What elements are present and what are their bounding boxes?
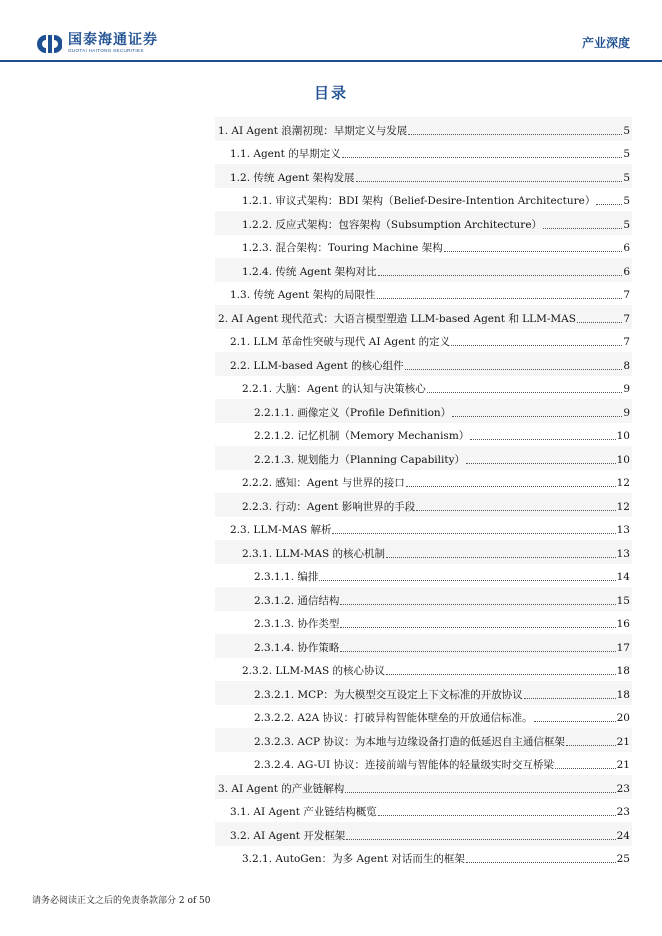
toc-entry-title: 2.3.1.2. 通信结构 [254, 594, 340, 607]
header-divider [0, 60, 662, 62]
toc-entry[interactable] [215, 470, 632, 494]
page-header [0, 0, 662, 64]
toc-entry[interactable] [215, 658, 632, 682]
toc-page-number: 13 [616, 547, 630, 560]
toc-leader-dots [555, 768, 616, 769]
toc-entry[interactable] [215, 493, 632, 517]
toc-leader-dots [340, 604, 615, 605]
toc-leader-dots [451, 345, 622, 346]
toc-entry-title: 2.3.1.1. 编排 [254, 571, 319, 583]
toc-leader-dots [470, 439, 615, 440]
toc-leader-dots [466, 862, 616, 863]
toc-entry[interactable] [215, 564, 632, 588]
report-type-label: 产业深度 [581, 36, 630, 50]
toc-entry-title: 2.2.1.3. 规划能力（Planning Capability） [254, 453, 466, 466]
footer-disclaimer: 请务必阅读正文之后的免责条款部分 2 of 50 [32, 896, 211, 906]
toc-page-number: 10 [616, 430, 630, 442]
toc-entry[interactable] [215, 540, 632, 564]
logo-name-cn: 国泰海通证券 [68, 32, 158, 48]
toc-entry-title: 2.1. LLM 革命性突破与现代 AI Agent 的定义 [230, 336, 451, 348]
toc-page-number: 5 [623, 124, 630, 137]
toc-page-number: 6 [623, 242, 630, 254]
toc-leader-dots [345, 792, 615, 793]
toc-leader-dots [408, 134, 622, 135]
toc-page-number: 16 [616, 618, 630, 630]
toc-entry-title: 2.3.1.4. 协作策略 [254, 641, 340, 654]
toc-leader-dots [340, 651, 615, 652]
toc-page-number: 10 [616, 453, 630, 466]
toc-entry-title: 1.2.3. 混合架构：Touring Machine 架构 [242, 242, 443, 254]
toc-entry-title: 2.2.1.2. 记忆机制（Memory Mechanism） [254, 430, 470, 442]
toc-entry-title: 2.3.1.3. 协作类型 [254, 618, 340, 630]
toc-entry[interactable] [215, 282, 632, 306]
toc-entry[interactable] [215, 164, 632, 188]
toc-entry[interactable] [215, 517, 632, 541]
toc-leader-dots [566, 745, 616, 746]
toc-leader-dots [466, 463, 616, 464]
toc-entry-title: 1.1. Agent 的早期定义 [230, 148, 341, 160]
toc-entry[interactable] [215, 775, 632, 799]
toc-page-number: 5 [623, 218, 630, 231]
toc-entry-title: 2.3.2.1. MCP：为大模型交互设定上下文标准的开放协议 [254, 688, 523, 701]
toc-entry[interactable] [215, 611, 632, 635]
toc-page-number: 9 [623, 406, 630, 419]
toc-leader-dots [319, 580, 615, 581]
toc-page-number: 24 [616, 829, 630, 842]
toc-entry-title: 2. AI Agent 现代范式：大语言模型塑造 LLM-based Agent 和 LLM-MAS [218, 312, 576, 325]
toc-entry-title: 2.2.1. 大脑：Agent 的认知与决策核心 [242, 383, 426, 395]
toc-leader-dots [543, 228, 622, 229]
toc-entry[interactable] [215, 634, 632, 658]
toc-page-number: 21 [616, 759, 630, 771]
toc-entry[interactable] [215, 117, 632, 141]
toc-entry[interactable] [215, 258, 632, 282]
toc-page-number: 9 [623, 383, 630, 395]
toc-page-number: 7 [623, 336, 630, 348]
toc-leader-dots [378, 275, 623, 276]
toc-leader-dots [378, 815, 616, 816]
toc-entry[interactable] [215, 728, 632, 752]
toc-entry[interactable] [215, 681, 632, 705]
toc-entry-title: 3. AI Agent 的产业链解构 [218, 782, 345, 795]
toc-entry-title: 1.2. 传统 Agent 架构发展 [230, 171, 355, 184]
toc-entry[interactable] [215, 305, 632, 329]
logo-name-en: GUOTAI HAITONG SECURITIES [68, 48, 144, 53]
toc-page-number: 8 [623, 359, 630, 372]
toc-leader-dots [342, 157, 623, 158]
toc-entry[interactable] [215, 188, 632, 212]
toc-leader-dots [356, 181, 623, 182]
toc-entry-title: 2.3.2. LLM-MAS 的核心协议 [242, 665, 386, 677]
toc-entry[interactable] [215, 423, 632, 447]
toc-page-number: 13 [616, 524, 630, 536]
toc-entry-title: 2.3.2.3. ACP 协议：为本地与边缘设备打造的低延迟自主通信框架 [254, 735, 565, 748]
toc-entry-title: 1.2.4. 传统 Agent 架构对比 [242, 265, 377, 278]
toc-entry-title: 2.3.2.4. AG-UI 协议：连接前端与智能体的轻量级实时交互桥梁 [254, 759, 554, 771]
toc-entry-title: 1. AI Agent 浪潮初现：早期定义与发展 [218, 124, 408, 137]
toc-page-number: 12 [616, 477, 630, 489]
toc-page-number: 15 [616, 594, 630, 607]
toc-entry[interactable] [215, 587, 632, 611]
toc-leader-dots [332, 533, 615, 534]
toc-entry-title: 3.1. AI Agent 产业链结构概览 [230, 806, 377, 818]
toc-page-number: 5 [623, 195, 630, 207]
toc-leader-dots [386, 557, 616, 558]
toc-leader-dots [340, 627, 615, 628]
toc-entry[interactable] [215, 376, 632, 400]
logo-mark-icon [36, 34, 62, 54]
toc-page-number: 18 [616, 665, 630, 677]
toc-entry-title: 3.2. AI Agent 开发框架 [230, 829, 346, 842]
toc-page-number: 12 [616, 500, 630, 513]
toc-entry-title: 2.2.1.1. 画像定义（Profile Definition） [254, 406, 452, 419]
toc-leader-dots [596, 204, 622, 205]
toc-entry[interactable] [215, 235, 632, 259]
toc-entry-title: 2.2.3. 行动：Agent 影响世界的手段 [242, 500, 416, 513]
toc-leader-dots [534, 721, 616, 722]
toc-page-number: 23 [616, 806, 630, 818]
toc-page-number: 14 [616, 571, 630, 583]
toc-page-number: 7 [623, 312, 630, 325]
toc-title: 目录 [313, 84, 348, 102]
toc-entry[interactable] [215, 846, 632, 870]
toc-leader-dots [444, 251, 623, 252]
toc-page-number: 5 [623, 171, 630, 184]
toc-entry-title: 1.2.1. 审议式架构：BDI 架构（Belief-Desire-Intention Architecture） [242, 195, 596, 207]
toc-page-number: 7 [623, 289, 630, 301]
toc-leader-dots [406, 486, 616, 487]
toc-leader-dots [524, 698, 616, 699]
toc-page-number: 25 [616, 853, 630, 865]
toc-leader-dots [416, 510, 615, 511]
toc-entry[interactable] [215, 211, 632, 235]
toc-entry-title: 2.3.1. LLM-MAS 的核心机制 [242, 547, 386, 560]
toc-page-number: 20 [616, 712, 630, 724]
table-of-contents [215, 117, 632, 869]
toc-entry[interactable] [215, 799, 632, 823]
toc-entry-title: 3.2.1. AutoGen：为多 Agent 对话而生的框架 [242, 853, 465, 865]
toc-page-number: 23 [616, 782, 630, 795]
toc-page-number: 6 [623, 265, 630, 278]
toc-entry-title: 2.3. LLM-MAS 解析 [230, 524, 332, 536]
toc-page-number: 17 [616, 641, 630, 654]
toc-entry[interactable] [215, 752, 632, 776]
toc-entry[interactable] [215, 446, 632, 470]
toc-entry[interactable] [215, 822, 632, 846]
toc-entry[interactable] [215, 329, 632, 353]
toc-entry-title: 2.2.2. 感知：Agent 与世界的接口 [242, 477, 405, 489]
toc-entry-title: 2.3.2.2. A2A 协议：打破异构智能体壁垒的开放通信标准。 [254, 712, 533, 724]
toc-leader-dots [452, 416, 622, 417]
toc-leader-dots [577, 322, 622, 323]
toc-entry-title: 1.2.2. 反应式架构：包容架构（Subsumption Architecture） [242, 218, 543, 231]
toc-entry-title: 2.2. LLM-based Agent 的核心组件 [230, 359, 404, 372]
company-logo [36, 33, 158, 54]
toc-entry[interactable] [215, 705, 632, 729]
toc-leader-dots [386, 674, 616, 675]
toc-page-number: 18 [616, 688, 630, 701]
toc-page-number: 21 [616, 735, 630, 748]
toc-entry[interactable] [215, 399, 632, 423]
toc-entry-title: 1.3. 传统 Agent 架构的局限性 [230, 289, 376, 301]
toc-entry[interactable] [215, 141, 632, 165]
toc-entry[interactable] [215, 352, 632, 376]
toc-leader-dots [346, 839, 615, 840]
toc-page-number: 5 [623, 148, 630, 160]
toc-leader-dots [405, 369, 623, 370]
toc-leader-dots [377, 298, 623, 299]
toc-leader-dots [427, 392, 623, 393]
